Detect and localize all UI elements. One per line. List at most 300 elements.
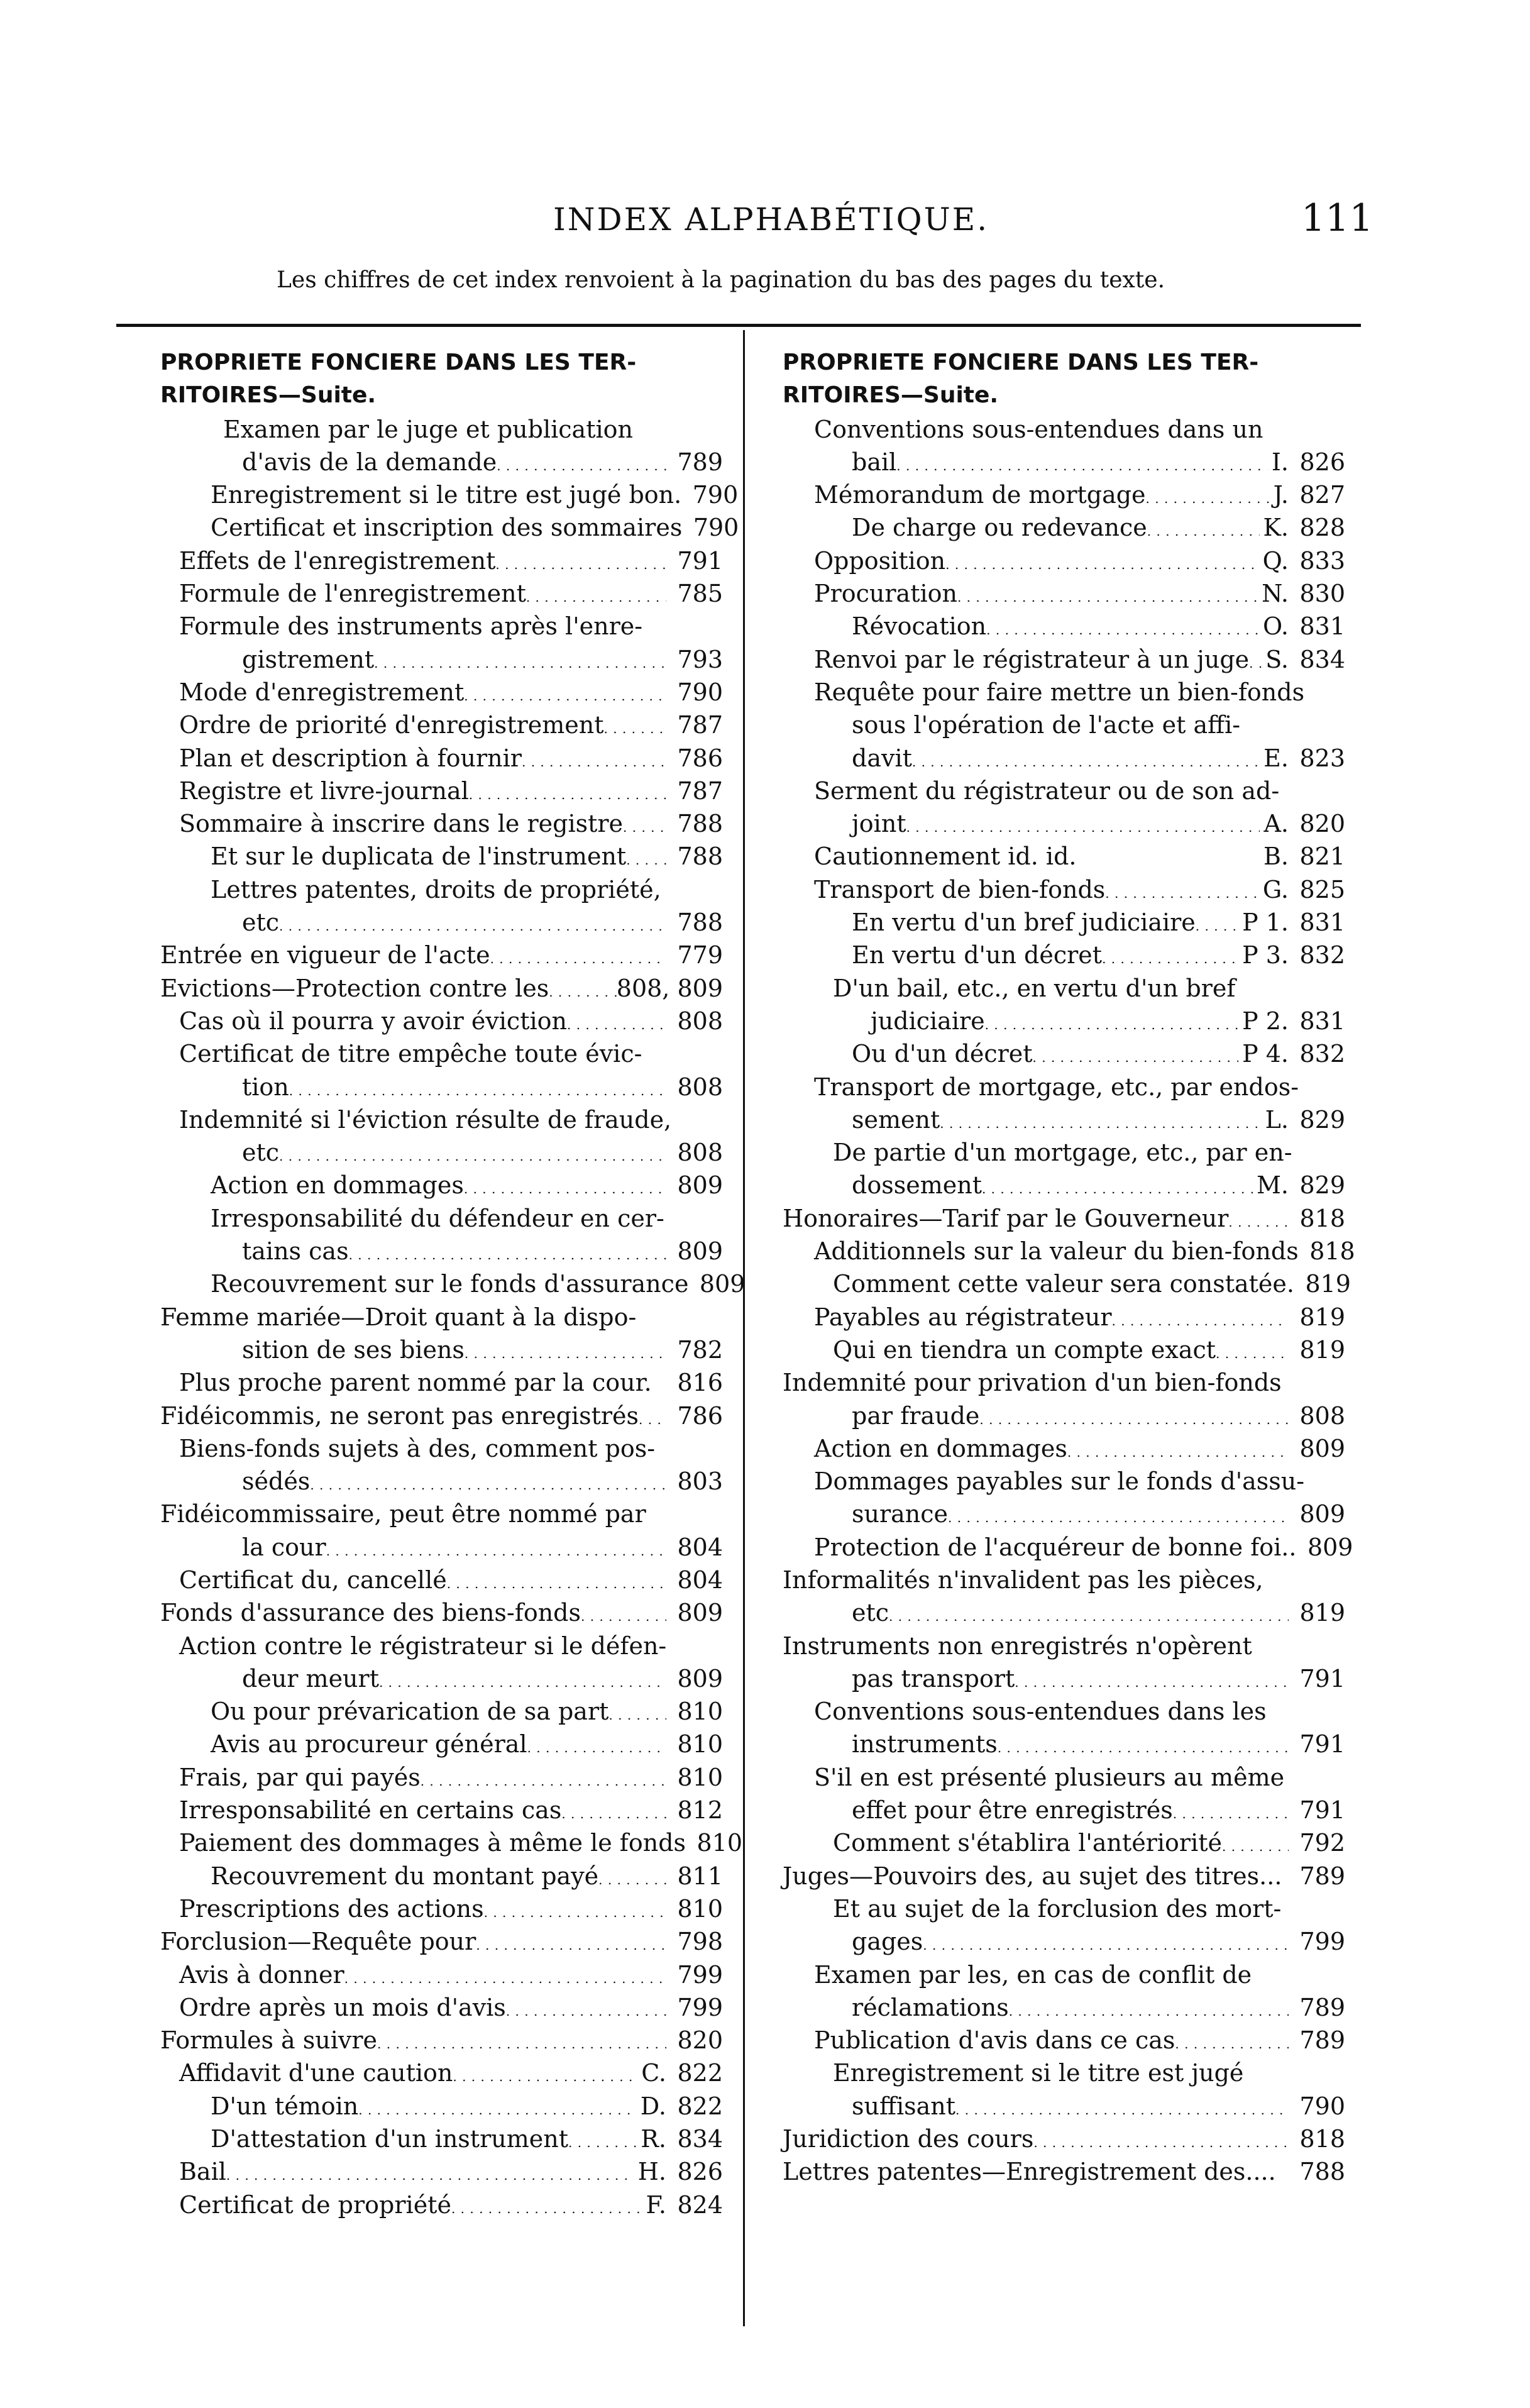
index-entry	[160, 1237, 723, 1270]
dot-leader	[374, 646, 666, 673]
form-letter: E.	[1263, 744, 1289, 772]
dot-leader	[279, 1139, 666, 1166]
entry-text: Ordre de priorité d'enregistrement	[179, 711, 604, 739]
dot-leader	[986, 612, 1259, 640]
page-reference: 785	[677, 580, 723, 608]
entry-text: bail	[852, 448, 897, 476]
page-reference: 822	[677, 2059, 723, 2087]
dot-leader	[495, 547, 666, 575]
entry-text: Biens-fonds sujets à des, comment pos-	[179, 1434, 656, 1462]
index-entry	[783, 1961, 1345, 1994]
entry-text: Sommaire à inscrire dans le registre	[179, 810, 624, 838]
entry-text: Evictions—Protection contre les	[160, 974, 549, 1002]
dot-leader	[982, 1171, 1253, 1199]
index-entry	[783, 1764, 1345, 1796]
entry-text: dossement	[852, 1171, 982, 1200]
page-reference: 786	[677, 744, 723, 772]
dot-leader	[567, 1007, 666, 1035]
page-reference: 828	[1299, 514, 1345, 542]
entry-text: Forclusion—Requête pour	[160, 1928, 476, 1956]
entry-text: Entrée en vigueur de l'acte	[160, 941, 490, 969]
page-reference: 790	[692, 481, 739, 509]
index-entry	[783, 975, 1345, 1007]
page-reference: 803	[677, 1467, 723, 1496]
index-entry	[160, 646, 723, 678]
index-entry	[783, 678, 1345, 711]
index-entry	[783, 1599, 1345, 1632]
index-entry	[783, 580, 1345, 612]
dot-leader	[581, 1599, 666, 1627]
index-entry	[783, 514, 1345, 546]
page-reference: 832	[1299, 1040, 1345, 1068]
index-entry	[160, 1402, 723, 1435]
dot-leader	[506, 1994, 666, 2021]
entry-text: Fidéicommissaire, peut être nommé par	[160, 1500, 646, 1528]
page-reference: 810	[677, 1894, 723, 1923]
index-entry	[160, 1139, 723, 1171]
entry-text: Honoraires—Tarif par le Gouverneur	[783, 1204, 1229, 1232]
dot-leader	[912, 744, 1260, 772]
entry-text: sous l'opération de l'acte et affi-	[852, 711, 1241, 739]
dot-leader	[326, 1533, 666, 1561]
index-entry	[160, 1435, 723, 1467]
index-entry	[160, 2092, 723, 2125]
index-entry	[783, 2059, 1345, 2092]
page-reference: 821	[1299, 842, 1345, 871]
page-reference: 810	[677, 1763, 723, 1791]
dot-leader	[1249, 646, 1262, 673]
entry-text: Registre et livre-journal	[179, 776, 469, 805]
index-entry	[783, 350, 1345, 382]
index-entry	[160, 2059, 723, 2092]
page-reference: 799	[1299, 1928, 1345, 1956]
index-entry	[783, 1171, 1345, 1204]
form-letter: P 3.	[1242, 941, 1289, 969]
index-entry	[160, 1566, 723, 1599]
index-entry	[783, 1862, 1345, 1895]
entry-text: Procuration	[814, 580, 957, 608]
entry-text: Plan et description à fournir	[179, 744, 522, 772]
entry-text: Cas où il pourra y avoir éviction	[179, 1007, 567, 1035]
page-reference: 789	[1299, 1862, 1345, 1890]
entry-text: Comment s'établira l'antériorité	[833, 1829, 1222, 1857]
entry-text: la cour	[242, 1533, 326, 1561]
dot-leader	[604, 711, 666, 739]
entry-text: sédés	[242, 1467, 311, 1496]
entry-text: Requête pour faire mettre un bien-fonds	[814, 678, 1305, 706]
index-entry	[783, 1237, 1355, 1270]
entry-text: Dommages payables sur le fonds d'assu-	[814, 1467, 1305, 1496]
page-reference: 824	[677, 2190, 723, 2219]
dot-leader	[226, 2158, 634, 2185]
index-entry	[783, 2125, 1345, 2158]
index-entry	[783, 941, 1345, 974]
index-entry	[783, 1040, 1345, 1073]
dot-leader	[465, 1336, 666, 1364]
entry-text: Fonds d'assurance des biens-fonds	[160, 1599, 581, 1627]
page-reference: 804	[677, 1566, 723, 1594]
right-column	[783, 350, 1355, 2191]
entry-text: Paiement des dommages à même le fonds	[179, 1829, 686, 1857]
page-number: 111	[1301, 196, 1373, 240]
index-entry	[783, 416, 1345, 448]
form-letter: P 4.	[1242, 1040, 1289, 1068]
dot-leader	[469, 777, 666, 805]
page-reference: 818	[1299, 1204, 1345, 1232]
entry-text: Serment du régistrateur ou de son ad-	[814, 776, 1280, 805]
index-entry	[783, 1139, 1345, 1171]
page-reference: 788	[677, 810, 723, 838]
page-reference: 818	[1309, 1237, 1355, 1266]
entry-text: Protection de l'acquéreur de bonne foi..	[814, 1533, 1297, 1561]
dot-leader	[948, 1500, 1289, 1528]
form-letter: B.	[1263, 842, 1289, 871]
index-entry	[160, 1040, 723, 1073]
page-reference: 799	[677, 1960, 723, 1989]
page-reference: 826	[1299, 448, 1345, 476]
entry-text: De partie d'un mortgage, etc., par en-	[833, 1139, 1292, 1167]
index-entry	[783, 547, 1345, 580]
dot-leader	[979, 1402, 1289, 1430]
page-reference: 808	[677, 1139, 723, 1167]
index-entry	[160, 1500, 723, 1533]
page-reference: 833	[1299, 546, 1345, 575]
page-reference: 810	[696, 1829, 743, 1857]
dot-leader	[639, 1402, 666, 1430]
dot-leader	[608, 1698, 666, 1725]
page-reference: 787	[677, 776, 723, 805]
entry-text: Avis à donner	[179, 1960, 344, 1989]
dot-leader	[464, 1171, 666, 1199]
index-entry	[160, 1007, 723, 1040]
page-reference: 788	[677, 842, 723, 871]
page-reference: 822	[677, 2092, 723, 2120]
page-reference: 830	[1299, 580, 1345, 608]
entry-text: Avis au procureur général	[211, 1730, 527, 1759]
dot-leader	[349, 1237, 666, 1265]
index-entry	[160, 678, 723, 711]
entry-text: PROPRIETE FONCIERE DANS LES TER-	[783, 350, 1259, 375]
index-entry	[783, 1533, 1353, 1566]
entry-text: Indemnité pour privation d'un bien-fonds	[783, 1369, 1282, 1397]
index-entry	[160, 744, 723, 777]
entry-text: Publication d'avis dans ce cas	[814, 2026, 1175, 2055]
form-letter: L.	[1265, 1105, 1289, 1134]
form-letter: F.	[646, 2190, 666, 2219]
entry-text: Formule de l'enregistrement	[179, 580, 526, 608]
dot-leader	[1067, 1435, 1289, 1462]
entry-text: Formules à suivre	[160, 2026, 378, 2055]
entry-text: réclamations	[852, 1993, 1009, 2021]
entry-text: RITOIRES—Suite.	[160, 382, 377, 409]
index-entry	[160, 1862, 723, 1895]
index-entry	[783, 1730, 1345, 1763]
page-reference: 788	[677, 909, 723, 937]
dot-leader	[279, 909, 666, 936]
page-reference: 816	[677, 1369, 723, 1397]
page-reference: 798	[677, 1928, 723, 1956]
entry-text: Fidéicommis, ne seront pas enregistrés	[160, 1401, 639, 1430]
entry-text: D'un témoin	[211, 2092, 359, 2120]
dot-leader	[906, 810, 1260, 837]
dot-leader	[561, 1796, 666, 1824]
dot-leader	[358, 2092, 637, 2120]
index-entry	[783, 612, 1345, 645]
dot-leader	[1033, 2125, 1289, 2153]
dot-leader	[955, 2092, 1289, 2120]
form-letter: C.	[641, 2059, 666, 2087]
page-reference: 791	[1299, 1730, 1345, 1759]
page-reference: 804	[677, 1533, 723, 1561]
entry-text: Examen par les, en cas de conflit de	[814, 1960, 1252, 1989]
page-reference: 819	[1299, 1303, 1345, 1331]
index-entry	[783, 646, 1345, 678]
index-entry	[783, 876, 1345, 909]
entry-text: Examen par le juge et publication	[223, 415, 633, 443]
entry-text: gistrement	[242, 645, 375, 673]
index-entry	[160, 1665, 723, 1698]
entry-text: judiciaire	[871, 1007, 985, 1035]
dot-leader	[923, 1928, 1289, 1955]
page-reference: 811	[677, 1862, 723, 1890]
index-entry	[160, 876, 723, 909]
index-entry	[160, 481, 739, 514]
page-reference: 819	[1299, 1335, 1345, 1364]
index-entry	[160, 1336, 723, 1369]
form-letter: G.	[1262, 875, 1289, 903]
dot-leader	[526, 580, 666, 607]
form-letter: P 2.	[1242, 1007, 1289, 1035]
dot-leader	[490, 941, 666, 969]
entry-text: En vertu d'un décret	[852, 941, 1103, 969]
entry-text: Enregistrement si le titre est jugé bon.	[211, 481, 682, 509]
entry-text: S'il en est présenté plusieurs au même	[814, 1763, 1285, 1791]
dot-leader	[568, 2125, 637, 2153]
dot-leader	[1175, 2026, 1289, 2054]
index-entry	[160, 909, 723, 941]
dot-leader	[1112, 1303, 1289, 1331]
index-entry	[783, 1303, 1345, 1336]
page-reference: 809	[677, 1237, 723, 1266]
dot-leader	[896, 448, 1268, 476]
page-reference: 789	[1299, 1993, 1345, 2021]
page-reference: 791	[1299, 1664, 1345, 1693]
page-reference: 791	[677, 546, 723, 575]
dot-leader	[451, 2191, 642, 2219]
index-entry	[160, 810, 723, 842]
entry-text: sition de ses biens	[242, 1335, 465, 1364]
index-entry	[783, 1994, 1345, 2026]
page-reference: 809	[699, 1270, 746, 1298]
page-reference: 831	[1299, 612, 1345, 641]
entry-text: Prescriptions des actions	[179, 1894, 484, 1923]
index-entry	[160, 975, 723, 1007]
page-reference: 786	[677, 1401, 723, 1430]
form-letter: K.	[1263, 514, 1289, 542]
entry-text: Mémorandum de mortgage	[814, 481, 1146, 509]
index-entry	[783, 1205, 1345, 1237]
page-reference: 820	[1299, 810, 1345, 838]
page-reference: 812	[677, 1796, 723, 1825]
dot-leader	[310, 1467, 666, 1495]
index-entry	[160, 1632, 723, 1665]
page-reference: 809	[677, 1599, 723, 1627]
index-title: INDEX ALPHABÉTIQUE.	[553, 201, 989, 238]
entry-text: Certificat de propriété	[179, 2190, 451, 2219]
index-entry	[160, 1730, 723, 1763]
dot-leader	[1105, 876, 1259, 903]
page-reference: 799	[677, 1993, 723, 2021]
index-note: Les chiffres de cet index renvoient à la pagination du bas des pages du texte.	[277, 267, 1165, 293]
index-entry	[160, 842, 723, 875]
index-entry	[160, 1106, 723, 1139]
index-entry	[783, 448, 1345, 481]
entry-text: Effets de l'enregistrement	[179, 546, 496, 575]
entry-text: par fraude	[852, 1401, 980, 1430]
entry-text: Juges—Pouvoirs des, au sujet des titres...	[783, 1862, 1282, 1890]
index-entry	[160, 1171, 723, 1204]
index-entry	[160, 1073, 723, 1106]
dot-leader	[497, 448, 666, 476]
dot-leader	[1222, 1829, 1289, 1857]
index-entry	[783, 1796, 1345, 1829]
index-entry	[783, 1895, 1345, 1928]
page-reference: 829	[1299, 1171, 1345, 1200]
form-letter: R.	[641, 2125, 666, 2153]
form-letter: M.	[1257, 1171, 1289, 1200]
index-entry	[160, 2026, 723, 2059]
index-entry	[783, 1270, 1351, 1303]
entry-text: Affidavit d'une caution	[179, 2059, 453, 2087]
entry-text: surance	[852, 1500, 949, 1528]
entry-text: Frais, par qui payés	[179, 1763, 421, 1791]
entry-text: Action en dommages	[814, 1434, 1067, 1462]
index-entry	[160, 1599, 723, 1632]
form-letter: O.	[1262, 612, 1289, 641]
index-entry	[160, 1369, 723, 1401]
page-reference: 791	[1299, 1796, 1345, 1825]
page-reference: 808	[677, 1073, 723, 1101]
index-entry	[160, 2191, 723, 2224]
dot-leader	[1216, 1336, 1289, 1364]
page-reference: 825	[1299, 875, 1345, 903]
form-letter: J.	[1273, 481, 1289, 509]
entry-text: davit	[852, 744, 912, 772]
entry-text: effet pour être enregistrés	[852, 1796, 1173, 1825]
entry-text: d'avis de la demande	[242, 448, 497, 476]
index-entry	[783, 382, 1345, 415]
index-entry	[160, 580, 723, 612]
header-rule	[116, 324, 1361, 327]
entry-text: Formule des instruments après l'enre-	[179, 612, 643, 641]
dot-leader	[379, 1665, 666, 1693]
form-letter: P 1.	[1242, 909, 1289, 937]
index-entry	[160, 1270, 746, 1303]
entry-text: suffisant	[852, 2092, 956, 2120]
page-reference: 809	[1307, 1533, 1353, 1561]
dot-leader	[598, 1862, 666, 1890]
page-reference: 809	[677, 1664, 723, 1693]
entry-text: Juridiction des cours	[783, 2125, 1034, 2153]
entry-text: Bail	[179, 2158, 226, 2186]
page-reference: 827	[1299, 481, 1345, 509]
index-entry	[783, 2026, 1345, 2059]
entry-text: Lettres patentes, droits de propriété,	[211, 875, 661, 903]
dot-leader	[464, 678, 666, 706]
entry-text: Action en dommages	[211, 1171, 464, 1200]
entry-text: Ou pour prévarication de sa part	[211, 1698, 609, 1726]
index-entry	[783, 1073, 1345, 1106]
dot-leader	[626, 842, 666, 870]
index-entry	[160, 2125, 723, 2158]
entry-text: D'un bail, etc., en vertu d'un bref	[833, 974, 1236, 1002]
page-reference: 831	[1299, 1007, 1345, 1035]
index-entry	[160, 1303, 723, 1336]
index-entry	[160, 1928, 723, 1960]
dot-leader	[476, 1928, 666, 1955]
dot-leader	[377, 2026, 666, 2054]
page-reference: 790	[677, 678, 723, 706]
index-entry	[783, 1829, 1345, 1862]
page-reference: 787	[677, 711, 723, 739]
entry-text: Informalités n'invalident pas les pièces,	[783, 1566, 1263, 1594]
page-reference: 809	[1299, 1500, 1345, 1528]
entry-text: Certificat du, cancellé	[179, 1566, 447, 1594]
dot-leader	[1009, 1994, 1289, 2021]
index-entry	[160, 941, 723, 974]
index-entry	[783, 744, 1345, 777]
entry-text: deur meurt	[242, 1664, 379, 1693]
index-entry	[783, 2158, 1345, 2190]
index-entry	[160, 1895, 723, 1928]
index-entry	[160, 777, 723, 810]
entry-text: Certificat et inscription des sommaires	[211, 514, 683, 542]
entry-text: Transport de bien-fonds	[814, 875, 1106, 903]
dot-leader	[522, 744, 666, 772]
page-reference: 823	[1299, 744, 1345, 772]
entry-text: etc	[242, 1139, 280, 1167]
form-letter: H.	[637, 2158, 666, 2186]
dot-leader	[1102, 941, 1238, 969]
dot-leader	[945, 547, 1259, 575]
index-entry	[783, 1007, 1345, 1040]
index-entry	[783, 909, 1345, 941]
index-entry	[783, 1632, 1345, 1665]
dot-leader	[985, 1007, 1238, 1035]
entry-text: Instruments non enregistrés n'opèrent	[783, 1632, 1252, 1660]
index-entry	[160, 711, 723, 744]
dot-leader	[940, 1106, 1261, 1134]
dot-leader	[453, 2059, 637, 2087]
index-entry	[160, 612, 723, 645]
page-reference: 789	[677, 448, 723, 476]
page-reference: 793	[677, 645, 723, 673]
dot-leader	[623, 810, 666, 837]
entry-text: tains cas	[242, 1237, 349, 1266]
page-reference: 834	[677, 2125, 723, 2153]
index-entry	[160, 382, 723, 415]
index-entry	[783, 1500, 1345, 1533]
page-reference: 834	[1299, 645, 1345, 673]
index-entry	[783, 2092, 1345, 2125]
page-header	[0, 196, 1530, 251]
index-entry	[160, 2158, 723, 2190]
dot-leader	[889, 1599, 1289, 1627]
entry-text: Recouvrement sur le fonds d'assurance	[211, 1270, 689, 1298]
entry-text: Recouvrement du montant payé	[211, 1862, 599, 1890]
index-entry	[783, 711, 1345, 744]
form-letter: D.	[640, 2092, 666, 2120]
